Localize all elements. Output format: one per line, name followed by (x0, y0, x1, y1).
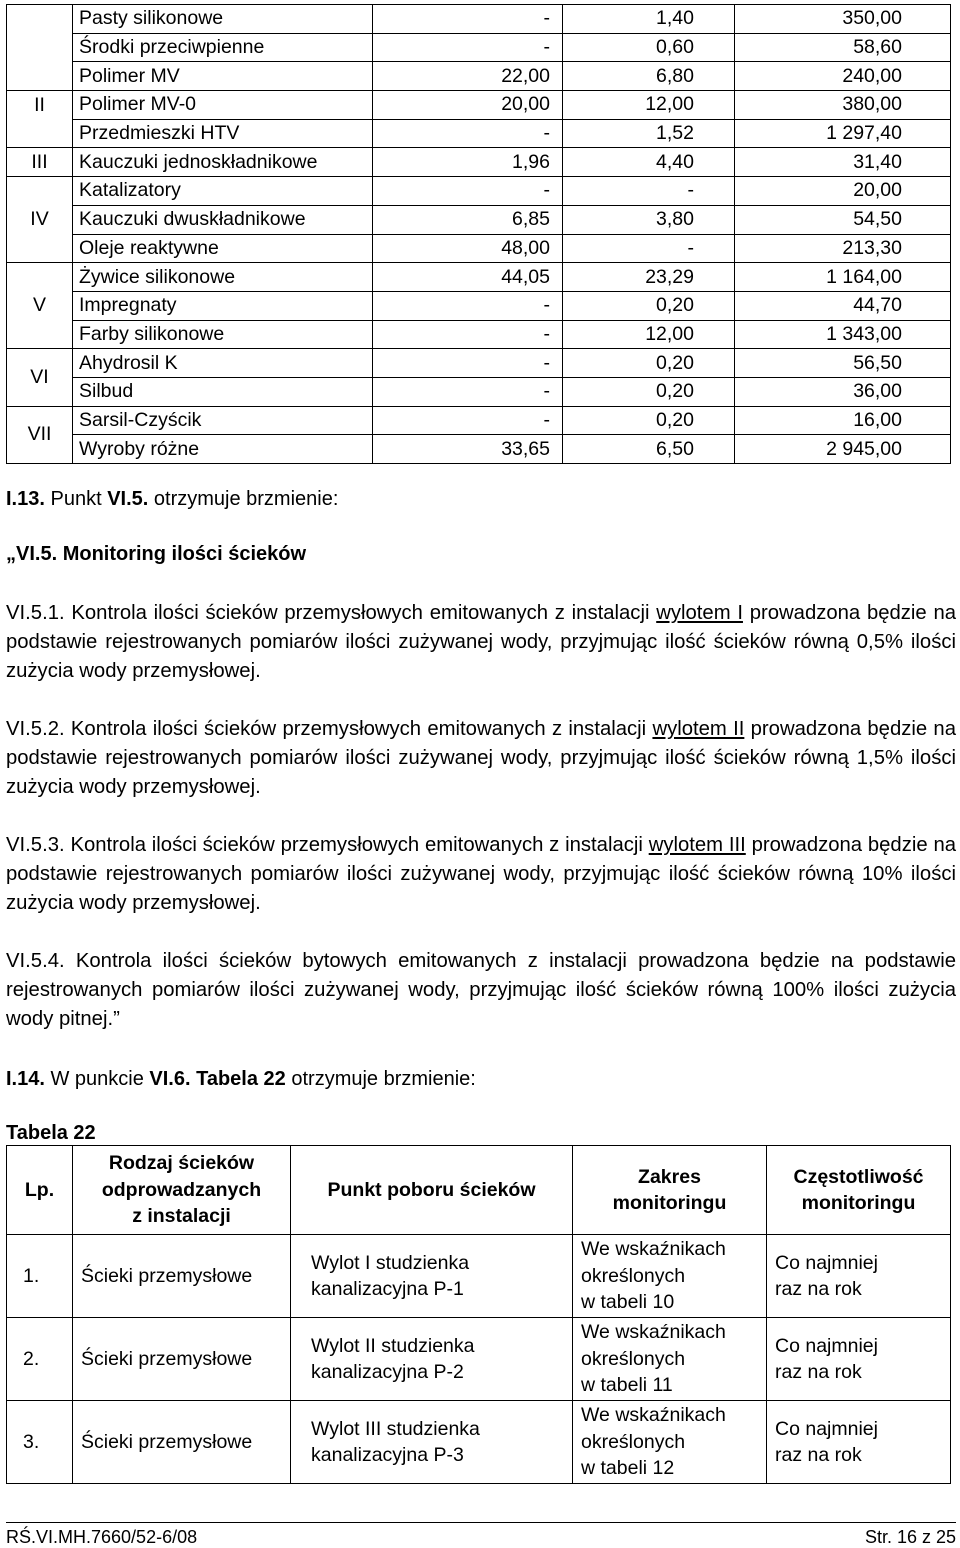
group-cell (7, 5, 73, 91)
table-cell: 3. (7, 1401, 73, 1484)
table-cell: 12,00 (563, 91, 735, 120)
table-cell: We wskaźnikach określonych w tabeli 12 (573, 1401, 767, 1484)
paragraph-text: prowadzona będzie na podstawie rejestrowanych pomiarów ilości zużywanej wody, przyjmując ilość ścieków równą 1,5% ilości zużycia wody przemysłowej. (6, 718, 956, 798)
table-cell: 56,50 (735, 349, 951, 378)
column-header: Lp. (7, 1146, 73, 1235)
table-cell: Co najmniej raz na rok (767, 1401, 951, 1484)
amendment-ref: VI.5. (107, 488, 149, 510)
table-cell: 0,20 (563, 291, 735, 320)
outlet-ref: wylotem III (648, 834, 746, 856)
table-cell: 2. (7, 1318, 73, 1401)
table-cell: Oleje reaktywne (73, 234, 373, 263)
table-cell: Sarsil-Czyścik (73, 406, 373, 435)
table-cell: Silbud (73, 377, 373, 406)
table-cell: Katalizatory (73, 177, 373, 206)
table-cell: Kauczuki jednoskładnikowe (73, 148, 373, 177)
table-row (7, 148, 951, 177)
table-cell: Wyroby różne (73, 435, 373, 464)
table-row (7, 435, 951, 464)
table-cell: Impregnaty (73, 291, 373, 320)
amendment-text: Punkt (44, 488, 108, 510)
table-row (7, 377, 951, 406)
table-row (7, 234, 951, 263)
group-cell: III (7, 148, 73, 177)
table-cell: Ahydrosil K (73, 349, 373, 378)
table-cell: 54,50 (735, 205, 951, 234)
paragraph-vi-5-3 (6, 831, 956, 918)
table-row (7, 177, 951, 206)
table-cell: 1,40 (563, 5, 735, 34)
table-cell: 12,00 (563, 320, 735, 349)
outlet-ref: wylotem II (652, 718, 745, 740)
table-cell: - (373, 33, 563, 62)
table-header-row (7, 1146, 951, 1235)
table-cell: 0,20 (563, 377, 735, 406)
amendment-i13 (6, 488, 338, 511)
table-row (7, 33, 951, 62)
table-cell: Polimer MV (73, 62, 373, 91)
paragraph-text: prowadzona będzie na podstawie rejestrowanych pomiarów ilości zużywanej wody, przyjmując ilość ścieków równą 10% ilości zużycia wody przemysłowej. (6, 834, 956, 914)
table-cell: - (563, 177, 735, 206)
table-cell: 0,20 (563, 406, 735, 435)
amendment-i14 (6, 1068, 476, 1091)
table-row (7, 205, 951, 234)
table-row (7, 1235, 951, 1318)
table-cell: Co najmniej raz na rok (767, 1318, 951, 1401)
table-cell: 1 297,40 (735, 119, 951, 148)
paragraph-text: Kontrola ilości ścieków przemysłowych emitowanych z instalacji (64, 602, 657, 624)
table-cell: Wylot I studzienka kanalizacyjna P-1 (291, 1235, 573, 1318)
table-cell: - (373, 177, 563, 206)
column-header: Rodzaj ścieków odprowadzanych z instalacji (73, 1146, 291, 1235)
table-row (7, 5, 951, 34)
table-cell: 20,00 (373, 91, 563, 120)
table-cell: 1,52 (563, 119, 735, 148)
table-cell: 22,00 (373, 62, 563, 91)
table-cell: 2 945,00 (735, 435, 951, 464)
table-cell: 6,80 (563, 62, 735, 91)
amendment-number: I.13. (6, 488, 45, 510)
table-cell: 23,29 (563, 263, 735, 292)
paragraph-text: Kontrola ilości ścieków przemysłowych emitowanych z instalacji (64, 834, 649, 856)
table-cell: We wskaźnikach określonych w tabeli 10 (573, 1235, 767, 1318)
table-cell: - (373, 291, 563, 320)
table-cell: 350,00 (735, 5, 951, 34)
table-cell: 6,85 (373, 205, 563, 234)
table-ref: Tabela 22 (196, 1068, 286, 1090)
table-row (7, 1318, 951, 1401)
table-cell: 3,80 (563, 205, 735, 234)
table-cell: Ścieki przemysłowe (73, 1401, 291, 1484)
column-header: Zakres monitoringu (573, 1146, 767, 1235)
paragraph-vi-5-2 (6, 715, 956, 802)
materials-table (6, 4, 951, 464)
table-cell: - (563, 234, 735, 263)
amendment-text: otrzymuje brzmienie: (285, 1068, 476, 1090)
table-cell: 33,65 (373, 435, 563, 464)
table-row (7, 349, 951, 378)
group-cell: II (7, 91, 73, 148)
document-reference: RŚ.VI.MH.7660/52-6/08 (6, 1527, 198, 1547)
amendment-ref: VI.6. (149, 1068, 191, 1090)
page-number: Str. 16 z 25 (864, 1527, 956, 1547)
table-cell: - (373, 349, 563, 378)
table-cell: 380,00 (735, 91, 951, 120)
table-cell: - (373, 377, 563, 406)
table-cell: 1 164,00 (735, 263, 951, 292)
group-cell: VII (7, 406, 73, 463)
table-cell: 6,50 (563, 435, 735, 464)
paragraph-text: prowadzona będzie na podstawie rejestrowanych pomiarów ilości zużywanej wody, przyjmując ilość ścieków równą 0,5% ilości zużycia wody przemysłowej. (6, 602, 957, 682)
table-cell: - (373, 5, 563, 34)
table-cell: 1 343,00 (735, 320, 951, 349)
paragraph-text: Kontrola ilości ścieków bytowych emitowanych z instalacji prowadzona będzie na podstawie rejestrowanych pomiarów ilości zużywanej wody, przyjmując ilość ścieków równą 100% ilości zużycia wody pitnej.” (6, 950, 956, 1030)
amendment-number: I.14. (6, 1068, 45, 1090)
group-cell: IV (7, 177, 73, 263)
table-row (7, 62, 951, 91)
table-cell: 16,00 (735, 406, 951, 435)
table-cell: Ścieki przemysłowe (73, 1318, 291, 1401)
paragraph-number: VI.5.1. (6, 602, 65, 624)
table-row (7, 119, 951, 148)
paragraph-text: Kontrola ilości ścieków przemysłowych emitowanych z instalacji (64, 718, 653, 740)
table-cell: - (373, 320, 563, 349)
paragraph-number: VI.5.2. (6, 718, 65, 740)
table-cell: 1,96 (373, 148, 563, 177)
table-cell: 36,00 (735, 377, 951, 406)
table-row (7, 263, 951, 292)
table-cell: Farby silikonowe (73, 320, 373, 349)
table-cell: Polimer MV-0 (73, 91, 373, 120)
table-cell: - (373, 406, 563, 435)
table-cell: 48,00 (373, 234, 563, 263)
group-cell: VI (7, 349, 73, 406)
table-cell: 44,05 (373, 263, 563, 292)
paragraph-number: VI.5.4. (6, 950, 65, 972)
table-cell: 213,30 (735, 234, 951, 263)
table-cell: We wskaźnikach określonych w tabeli 11 (573, 1318, 767, 1401)
table-row (7, 1401, 951, 1484)
table-cell: Co najmniej raz na rok (767, 1235, 951, 1318)
monitoring-table (6, 1145, 951, 1484)
table-row (7, 291, 951, 320)
table-cell: 240,00 (735, 62, 951, 91)
paragraph-vi-5-4 (6, 947, 956, 1034)
table-cell: Pasty silikonowe (73, 5, 373, 34)
column-header: Punkt poboru ścieków (291, 1146, 573, 1235)
table-cell: Wylot II studzienka kanalizacyjna P-2 (291, 1318, 573, 1401)
table-row (7, 91, 951, 120)
table-title: Tabela 22 (6, 1122, 96, 1144)
table-cell: Wylot III studzienka kanalizacyjna P-3 (291, 1401, 573, 1484)
group-cell: V (7, 263, 73, 349)
table-cell: 58,60 (735, 33, 951, 62)
table-cell: 31,40 (735, 148, 951, 177)
table-cell: Ścieki przemysłowe (73, 1235, 291, 1318)
paragraph-number: VI.5.3. (6, 834, 65, 856)
outlet-ref: wylotem I (656, 602, 743, 624)
table-cell: - (373, 119, 563, 148)
section-heading: „VI.5. Monitoring ilości ścieków (6, 543, 307, 565)
table-cell: Środki przeciwpienne (73, 33, 373, 62)
table-cell: Żywice silikonowe (73, 263, 373, 292)
table-row (7, 320, 951, 349)
amendment-text: W punkcie (44, 1068, 150, 1090)
paragraph-vi-5-1 (6, 599, 956, 686)
table-cell: 4,40 (563, 148, 735, 177)
table-cell: 1. (7, 1235, 73, 1318)
amendment-text: otrzymuje brzmienie: (148, 488, 339, 510)
table-cell: Kauczuki dwuskładnikowe (73, 205, 373, 234)
table-cell: 0,60 (563, 33, 735, 62)
table-cell: 0,20 (563, 349, 735, 378)
table-cell: 20,00 (735, 177, 951, 206)
table-cell: Przedmieszki HTV (73, 119, 373, 148)
footer-divider (6, 1522, 956, 1523)
column-header: Częstotliwość monitoringu (767, 1146, 951, 1235)
table-cell: 44,70 (735, 291, 951, 320)
table-row (7, 406, 951, 435)
